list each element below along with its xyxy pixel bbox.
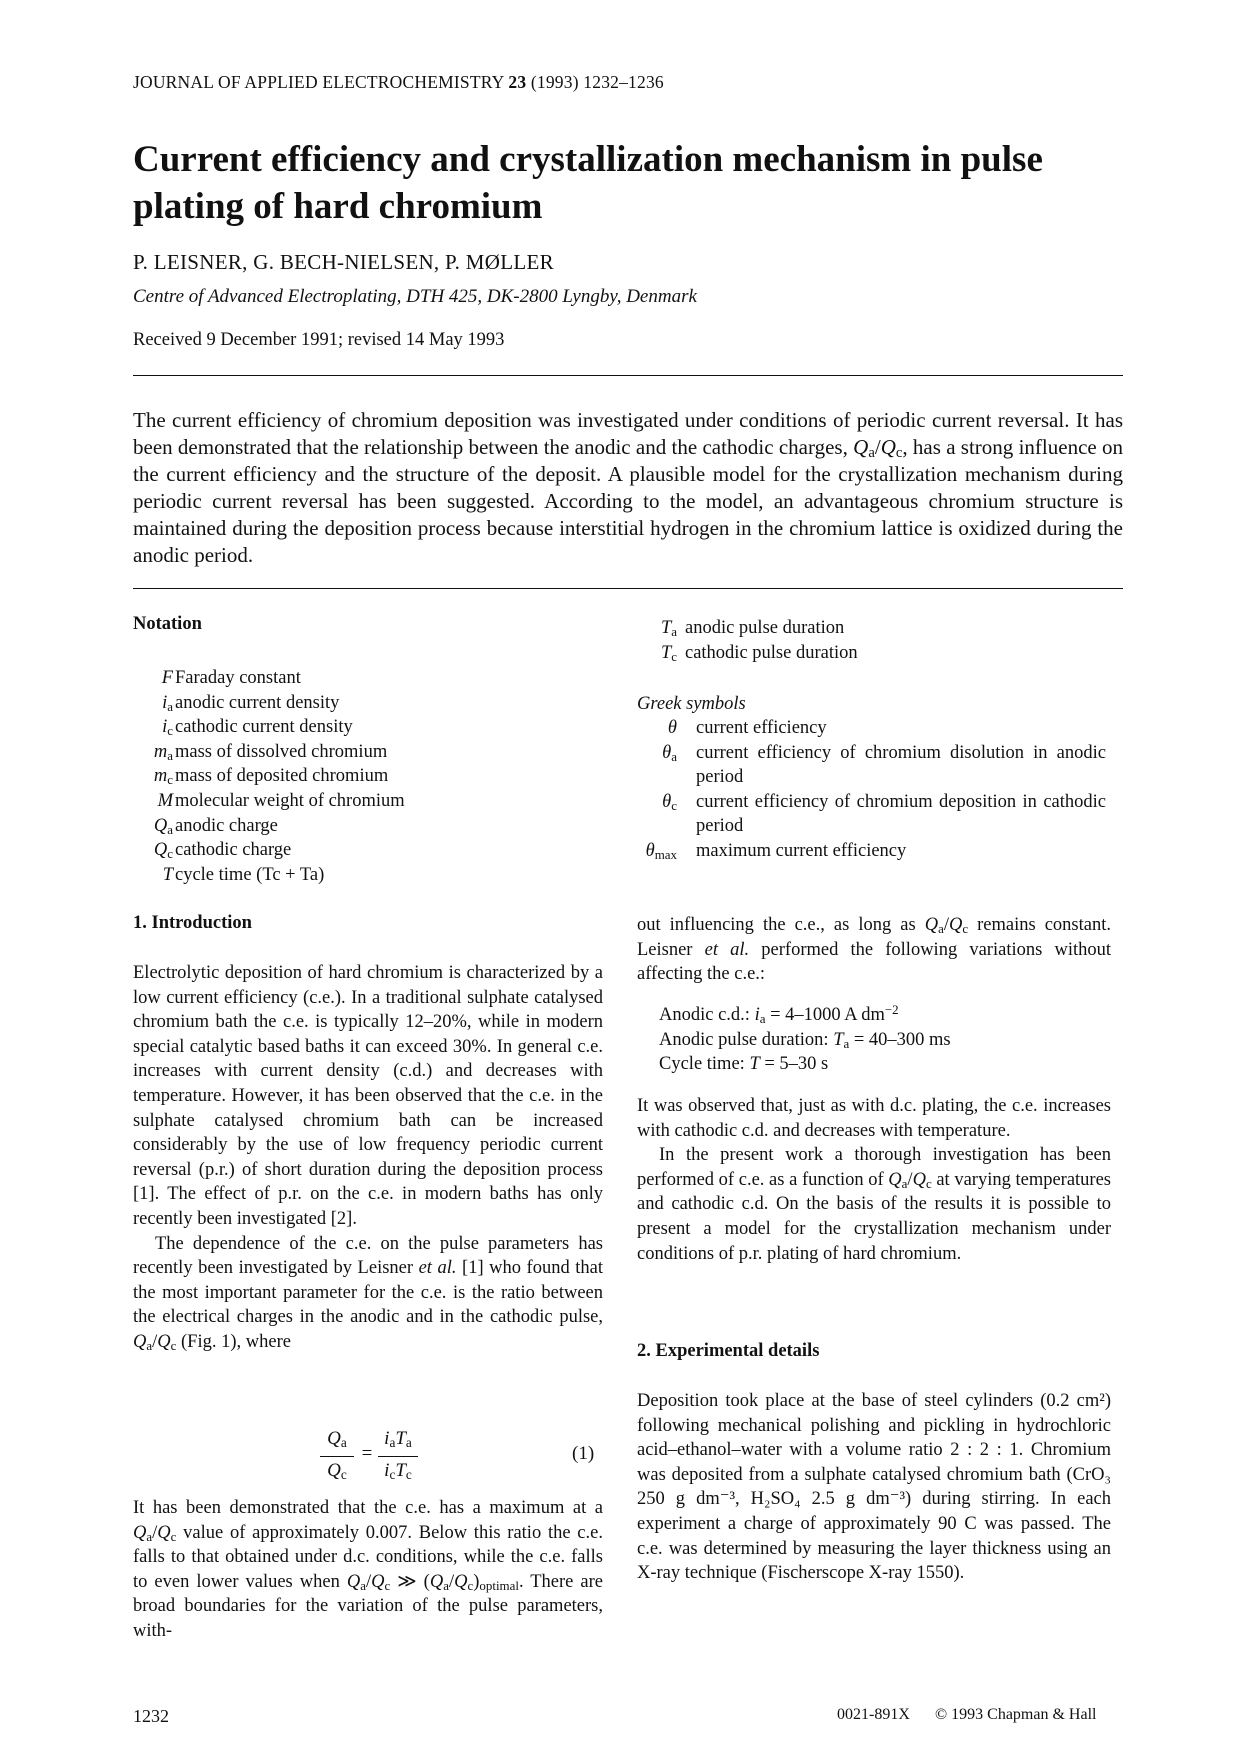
right-p3-b: at varying temperatures and cathodic c.d. On the basis of the results it is possible to present a model for the crystallization mechanism under conditions of p.r. plating of hard chromium. (637, 1169, 1112, 1264)
variation-anodic-cd: Anodic c.d.: $i_a = 4-1000$ A $dm^{-2}$ (659, 1002, 899, 1026)
notation-item-symbol: $m_c$ (153, 766, 173, 788)
notation-item-description: anodic current density (175, 692, 340, 713)
eq-rhs-den: $i_cT_c$ (384, 1460, 412, 1482)
greek-item-symbol: θ (667, 718, 677, 738)
intro-p2: The dependence of the c.e. on the pulse parameters has recently been investigated by Leisner et al. [1] who found that the most important parameter for the c.e. is the ratio between the electrical charges in the anodic and in the cathodic pulse, $Q_a/Q_c$ (Fig. 1), where (133, 1233, 603, 1353)
intro-p3-a: It has been demonstrated that the c.e. has a maximum at a (133, 1498, 603, 1518)
right-p1-b: remains constant. Leisner (637, 915, 1111, 960)
notation-item-symbol: T (162, 864, 173, 885)
notation-heading: Notation (133, 614, 202, 634)
journal-header (133, 72, 664, 93)
abstract: The current efficiency of chromium deposition was investigated under conditions of periodic current reversal. It has been demonstrated that the relationship between the anodic and the cathodic charges, $Q_a/Q_c$, has a strong influence on the current efficiency and the structure of the deposit. A plausible model for the crystallization mechanism during periodic current reversal has been suggested. According to the model, an advantageous chromium structure is maintained during the deposition process because interstitial hydrogen in the chromium lattice is oxidized during the anodic period. (133, 408, 1123, 567)
notation-item-description: mass of deposited chromium (175, 766, 389, 787)
experimental-p1: Deposition took place at the base of steel cylinders (0.2 cm²) following mechanical polishing and pickling in hydrochloric acid–ethanol–water with a volume ratio 2 : 2 : 1. Chromium was deposited from a sulphate catalysed chromium bath (CrO₃ 250 g dm⁻³, H₂SO₄ 2.5 g dm⁻³) during stirring. In each experiment a charge of approximately 90 C was passed. The c.e. was determined by measuring the layer thickness using an X-ray technique (Fischerscope X-ray 1550). (637, 1391, 1111, 1584)
notation-item-description: cathodic current density (175, 717, 353, 738)
right-column-text (637, 913, 1111, 987)
eq-lhs-bar (320, 1456, 354, 1457)
greek-item-description: current efficiency (696, 718, 827, 738)
variation-cycle-time: Cycle time: T = 5–30 s (659, 1054, 829, 1075)
greek-item-symbol: $\theta_a$ (662, 742, 677, 764)
intro-p3-b: value of approximately 0.007. Below this ratio the c.e. falls to that obtained under d.c. conditions, while the c.e. falls to even lower values when (133, 1522, 603, 1592)
right-p1-c: performed the following variations without affecting the c.e.: (637, 939, 1111, 985)
copyright: © 1993 Chapman & Hall (935, 1706, 1097, 1723)
greek-item-symbol: $\theta_{max}$ (645, 841, 677, 862)
greek-item-description: maximum current efficiency (696, 841, 907, 861)
intro-p3-c: . There are broad boundaries for the variation of the pulse parameters, with- (133, 1571, 603, 1641)
right-column-text-2 (637, 1094, 1111, 1266)
notation-item-description: cycle time (Tc + Ta) (175, 864, 325, 885)
notation-item-description: anodic charge (175, 815, 278, 836)
eq-rhs-num: $i_aT_a$ (384, 1428, 412, 1450)
greek-item-description: current efficiency of chromium disolution in anodic period (696, 742, 1106, 788)
intro-p2-b: [1] who found that the most important parameter for the c.e. is the ratio between the electrical charges in the anodic and in the cathodic pulse, (133, 1258, 603, 1328)
intro-paragraph-1 (133, 961, 603, 1355)
right-p2: It was observed that, just as with d.c. plating, the c.e. increases with cathodic c.d. and decreases with temperature. (637, 1096, 1111, 1141)
optimal-subscript: optimal (479, 1577, 519, 1593)
greek-item-symbol: $\theta_c$ (662, 791, 677, 813)
intro-p2-a: The dependence of the c.e. on the pulse parameters has recently been investigated by Leisner (133, 1233, 603, 1279)
notation-item-symbol: $Q_c$ (153, 840, 173, 862)
variations-list (659, 1003, 1099, 1077)
eq-rhs-bar (378, 1456, 418, 1457)
paper-title: Current efficiency and crystallization mechanism in pulse plating of hard chromium (133, 139, 1043, 227)
right-p1-a: out influencing the c.e., as long as (637, 915, 925, 935)
greek-item-description: current efficiency of chromium deposition in cathodic period (696, 791, 1106, 837)
right-p3-a: In the present work a thorough investigation has been performed of c.e. as a function of (637, 1145, 1111, 1190)
section-heading-introduction: 1. Introduction (133, 913, 252, 933)
notation-item-description: cathodic charge (175, 840, 292, 861)
intro-p2-c: (Fig. 1), where (176, 1331, 291, 1352)
journal-volume: 23 (508, 72, 527, 92)
top-rule (133, 375, 1123, 376)
notation-item-symbol: $m_a$ (153, 741, 173, 763)
notation-item-description: molecular weight of chromium (175, 791, 405, 811)
affiliation: Centre of Advanced Electroplating, DTH 425, DK-2800 Lyngby, Denmark (133, 286, 697, 307)
section-heading-experimental: 2. Experimental details (637, 1341, 820, 1361)
eq-lhs-den: $Q_c$ (327, 1460, 347, 1482)
received-date: Received 9 December 1991; revised 14 May 1993 (133, 330, 505, 350)
notation-item-symbol: F (161, 668, 173, 688)
abstract-text-1: The current efficiency of chromium deposition was investigated under conditions of periodic current reversal. It has been demonstrated that the relationship between the anodic and the cathodic charges, (133, 408, 1123, 459)
notation-item-right-symbol: $T_c$ (660, 642, 677, 664)
equation-number: (1) (572, 1443, 595, 1464)
right-etal: et al. (704, 939, 750, 960)
notation-item-symbol: $i_a$ (162, 692, 173, 714)
notation-item-symbol: $Q_a$ (153, 815, 173, 837)
bottom-rule (133, 588, 1123, 589)
intro-paragraph-3 (133, 1496, 603, 1644)
notation-list (133, 666, 603, 896)
greek-heading: Greek symbols (637, 694, 746, 714)
right-p1: out influencing the c.e., as long as $Q_a/Q_c$ remains constant. Leisner et al. performed the following variations without affecting the c.e.: (637, 915, 1111, 985)
notation-item-right-description: anodic pulse duration (685, 618, 845, 638)
eq-equals: = (361, 1443, 373, 1464)
issn-code: 0021-891X (837, 1706, 910, 1723)
intro-p3: It has been demonstrated that the c.e. has a maximum at a $Q_a/Q_c$ value of approximately 0.007. Below this ratio the c.e. falls to that obtained under d.c. conditions, while the c.e. falls to even lower values when $Q_a/Q_c$ ≫ $(Q_a/Q_c)_{optimal}$. There are broad boundaries for the variation of the pulse parameters, with- (133, 1498, 603, 1641)
page-number: 1232 (133, 1706, 169, 1726)
variation-pulse-duration: Anodic pulse duration: $T_a = 40-300$ ms (659, 1029, 951, 1051)
journal-name: JOURNAL OF APPLIED ELECTROCHEMISTRY (133, 72, 504, 92)
notation-item-description: mass of dissolved chromium (175, 741, 388, 762)
notation-item-description: Faraday constant (175, 668, 301, 688)
eq-lhs-num: $Q_a$ (327, 1428, 347, 1450)
notation-item-symbol: $i_c$ (162, 717, 173, 739)
intro-p1-text: Electrolytic deposition of hard chromium is characterized by a low current efficiency (c.e.). In a traditional sulphate catalysed chromium bath the c.e. is typically 12–20%, while in modern special catalytic based baths it can exceed 30%. In general c.e. increases with current density (c.d.) and decreases with temperature. However, it has been observed that the c.e. in the sulphate catalysed chromium bath can be increased considerably by the use of low frequency periodic current reversal (p.r.) of short duration during the deposition process [1]. The effect of p.r. on the c.e. in modern baths has only recently been investigated [2]. (133, 963, 603, 1229)
authors: P. LEISNER, G. BECH-NIELSEN, P. MØLLER (133, 250, 554, 274)
notation-list-right (637, 616, 1117, 672)
notation-item-right-description: cathodic pulse duration (685, 642, 858, 663)
right-p3: In the present work a thorough investigation has been performed of c.e. as a function of $Q_a/Q_c$ at varying temperatures and cathodic c.d. On the basis of the results it is possible to present a model for the crystallization mechanism under conditions of p.r. plating of hard chromium. (637, 1145, 1112, 1264)
notation-item-symbol: M (157, 791, 173, 811)
notation-item-right-symbol: $T_a$ (660, 618, 677, 639)
intro-etal: et al. (418, 1258, 457, 1279)
abstract-text-2: , has a strong influence on the current efficiency and the structure of the deposit. A plausible model for the crystallization mechanism during periodic current reversal has been suggested. According to the model, an advantageous chromium structure is maintained during the deposition process because interstitial hydrogen in the chromium lattice is oxidized during the anodic period. (133, 435, 1123, 567)
experimental-paragraph (637, 1389, 1111, 1586)
journal-year-pages: (1993) 1232–1236 (530, 72, 664, 92)
equation-1 (320, 1428, 610, 1488)
greek-list (637, 716, 1117, 876)
